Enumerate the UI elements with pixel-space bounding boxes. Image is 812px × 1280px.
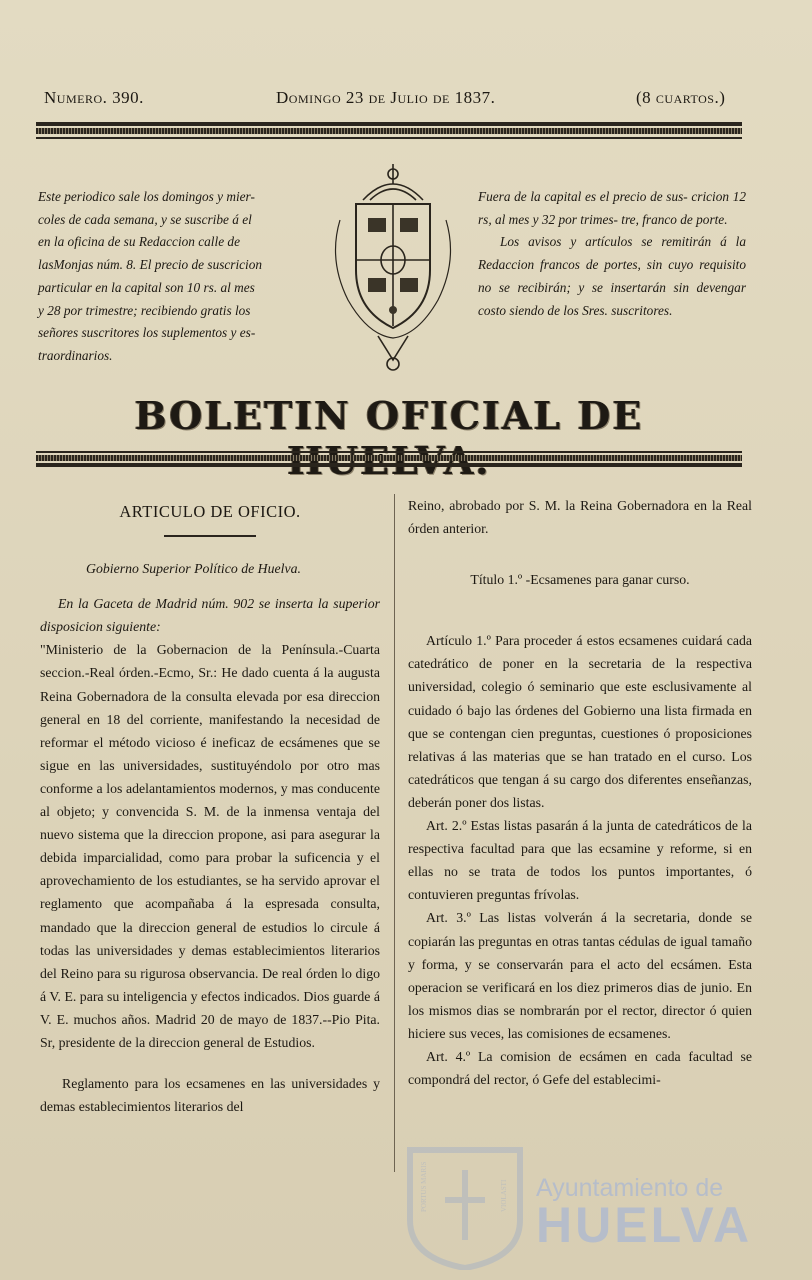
header-rule-bottom — [36, 137, 742, 139]
masthead-rule-top — [36, 451, 742, 453]
info-right-paragraph: Los avisos y artículos se remitirán á la Redaccion francos de portes, sin cuyo requisito no se recibirán; y se insertarán sin devengar costo siendo de los Sres. suscritores. — [478, 234, 746, 318]
info-left-line: señores suscritores los suplementos y es- — [38, 325, 256, 341]
newspaper-masthead: BOLETIN OFICIAL DE — [134, 393, 644, 438]
royal-coat-of-arms-icon — [318, 160, 468, 378]
subscription-info-right — [478, 186, 746, 322]
info-left-line: particular en la capital son 10 rs. al mes — [38, 279, 255, 295]
watermark-line-2: HUELVA — [536, 1197, 753, 1253]
info-left-line: en la oficina de su Redaccion calle de — [38, 234, 240, 250]
info-right-paragraph: Fuera de la capital es el precio de sus- cricion 12 rs, al mes y 32 por trimes- tre, franco de porte. — [478, 189, 746, 227]
article-1: Artículo 1.º Para proceder á estos ecsamenes cuidará cada catedrático de poner en la secretaria de la respectiva universidad, colegio ó seminario que este esclusivamente al cuidado ó bajo las órdenes del Gobierno una lista firmada en que se contengan cien preguntas, cuestiones ó proposiciones relativas á las materias que se han tratado en el curso. Los catedráticos que tengan á su cargo dos diferentes enseñanzas, deberán poner dos listas. — [408, 633, 752, 810]
gobierno-heading: Gobierno Superior Político de Huelva. — [86, 561, 301, 577]
info-left-line: lasMonjas núm. 8. El precio de suscricion — [38, 257, 263, 273]
seal-right-text: VIOLASTI — [500, 1179, 508, 1212]
left-column — [40, 500, 380, 1118]
watermark-line-1: Ayuntamiento de — [536, 1174, 724, 1202]
intro-paragraph: En la Gaceta de Madrid núm. 902 se inserta la superior disposicion siguiente: — [40, 596, 380, 635]
issue-price: (8 cuartos.) — [636, 88, 726, 107]
section-title: ARTICULO DE OFICIO. — [119, 502, 301, 521]
masthead-rule-bottom — [36, 463, 742, 467]
reglamento-paragraph: Reglamento para los ecsamenes en las universidades y demas establecimientos literarios del — [40, 1076, 380, 1115]
info-left-line: traordinarios. — [38, 347, 113, 363]
titulo-heading: Título 1.º -Ecsamenes para ganar curso. — [470, 572, 690, 588]
issue-date: Domingo 23 de Julio de 1837. — [276, 88, 496, 107]
info-left-line: coles de cada semana, y se suscribe á el — [38, 211, 252, 227]
royal-order-text: "Ministerio de la Gobernacion de la Península.-Cuarta seccion.-Real órden.-Ecmo, Sr.: He dado cuenta á la augusta Reina Gobernadora de la consulta elevada por esa direccion general en 18 del corriente, manifestando la necesidad de reformar el método vicioso é ineficaz de ecsámenes que se sigue en las universidades, sustituyéndolo por otro mas conforme a los adelantamientos modernos, y mas conducente al objeto; y convencida S. M. de la inmensa ventaja del nuevo sistema que la direccion propone, asi para asegurar la debida imparcialidad, como para probar la suficencia y el aprovechamiento de los estudiantes, se ha servido aprovar el reglamento que acompañaba á la espresada consulta, mandado que la direccion general de estudios lo circule á todas las universidades y demas establecimientos literarios del Reino para su rigurosa observancia. De real órden lo digo á V. E. para su inteligencia y efectos indicados. Dios guarde á V. E. muchos años. Madrid 20 de mayo de 1837.--Pio Pita. Sr, presidente de la direccion general de Estudios. — [40, 642, 380, 1050]
info-left-line: Este periodico sale los domingos y mier- — [38, 189, 255, 204]
right-column — [408, 494, 752, 1091]
column-divider — [394, 494, 395, 1172]
header-rule-top — [36, 122, 742, 126]
seal-left-text: PORTUS MARIS — [420, 1161, 428, 1212]
header-rule-hatch — [36, 128, 742, 134]
info-left-line: y 28 por trimestre; recibiendo gratis los — [38, 302, 251, 318]
article-3: Art. 3.º Las listas volverán á la secretaria, donde se copiarán las preguntas en otras tantas cédulas de igual tamaño y forma, y se conservarán para el acto del ecsámen. Esta operacion se verificará en los diez primeros dias de junio. En los mismos dias se nombrarán por el rector, director ó quien hiciere sus veces, las comisiones de ecsamenes. — [408, 910, 752, 1041]
subscription-info-left — [38, 186, 306, 368]
continuation-paragraph: Reino, abrobado por S. M. la Reina Gobernadora en la Real órden anterior. — [408, 498, 752, 537]
issue-number: Numero. 390. — [44, 88, 144, 107]
article-4: Art. 4.º La comision de ecsámen en cada facultad se compondrá del rector, ó Gefe del establecimi- — [408, 1048, 752, 1088]
masthead-rule-hatch — [36, 455, 742, 461]
article-2: Art. 2.º Estas listas pasarán á la junta de catedráticos de la respectiva facultad para que las ecsamine y reforme, si en ellas no se trata de todos los puntos importantes, ó contuvieren preguntas frívolas. — [408, 818, 752, 903]
